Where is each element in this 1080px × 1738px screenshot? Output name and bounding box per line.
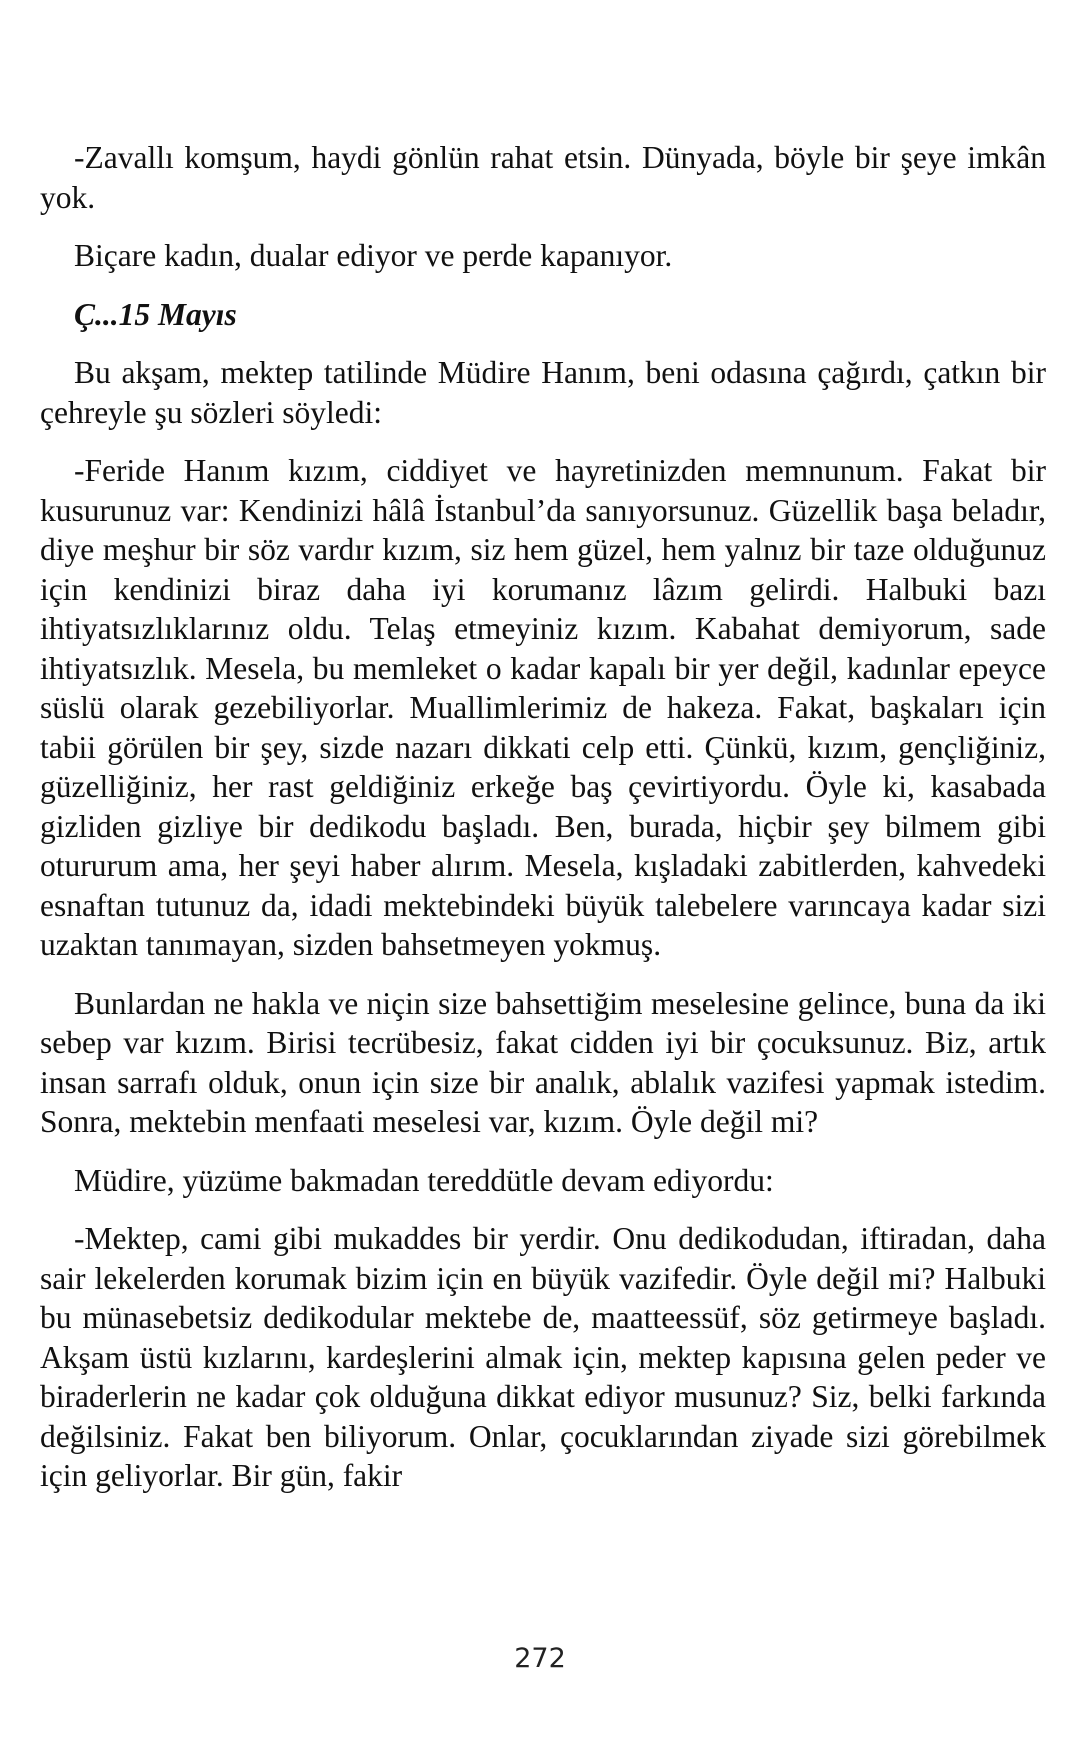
book-page-text: [40, 138, 1046, 1515]
paragraph-dialogue-2: -Feride Hanım kızım, ciddiyet ve hayretinizden memnunum. Fakat bir kusurunuz var: Kendinizi hâlâ İstanbul’da sanıyorsunuz. Güzellik başa beladır, diye meşhur bir söz vardır kızım, siz hem güzel, hem yalnız bir taze olduğunuz için kendinizi biraz daha iyi korumanız lâzım gelirdi. Halbuki bazı ihtiyatsızlıklarınız oldu. Telaş etmeyiniz kızım. Kabahat demiyorum, sade ihtiyatsızlık. Mesela, bu memleket o kadar kapalı bir yer değil, kadınlar epeyce süslü olarak gezebiliyorlar. Muallimlerimiz de hakeza. Fakat, başkaları için tabii görülen bir şey, sizde nazarı dikkati celp etti. Çünkü, kızım, gençliğiniz, güzelliğiniz, her rast geldiğiniz erkeğe baş çevirtiyordu. Öyle ki, kasabada gizliden gizliye bir dedikodu başladı. Ben, burada, hiçbir şey bilmem gibi otururum ama, her şeyi haber alırım. Mesela, kışladaki zabitlerden, kahvedeki esnaftan tutunuz da, idadi mektebindeki büyük talebelere varıncaya kadar sizi uzaktan tanımayan, sizden bahsetmeyen yokmuş.: [40, 453, 1046, 962]
paragraph-dialogue-3: Bunlardan ne hakla ve niçin size bahsettiğim meselesine gelince, buna da iki sebep var kızım. Birisi tecrübesiz, fakat cidden iyi bir çocuksunuz. Biz, artık insan sarrafı olduk, onun için size bir analık, ablalık vazifesi yapmak istedim. Sonra, mektebin menfaati meselesi var, kızım. Öyle değil mi?: [40, 985, 1046, 1139]
paragraph-narration-1: Biçare kadın, dualar ediyor ve perde kapanıyor.: [74, 238, 673, 273]
diary-date-heading: Ç...15 Mayıs: [74, 296, 237, 332]
page-number: 272: [514, 1643, 566, 1674]
paragraph-dialogue-1: -Zavallı komşum, haydi gönlün rahat etsin. Dünyada, böyle bir şeye imkân yok.: [40, 140, 1046, 215]
paragraph-narration-3: Müdire, yüzüme bakmadan tereddütle devam ediyordu:: [74, 1162, 774, 1198]
paragraph-dialogue-4: -Mektep, cami gibi mukaddes bir yerdir. Onu dedikodudan, iftiradan, daha sair lekelerden korumak bizim için en büyük vazifedir. Öyle değil mi? Halbuki bu münasebetsiz dedikodular mektebe de, maatteessüf, söz getirmeye başladı. Akşam üstü kızlarını, kardeşlerini almak için, mektep kapısına gelen peder ve biraderlerin ne kadar çok olduğuna dikkat ediyor musunuz? Siz, belki farkında değilsiniz. Fakat ben biliyorum. Onlar, çocuklarından ziyade sizi görebilmek için geliyorlar. Bir gün, fakir: [40, 1221, 1046, 1493]
paragraph-narration-2: Bu akşam, mektep tatilinde Müdire Hanım, beni odasına çağırdı, çatkın bir çehreyle şu sözleri söyledi:: [40, 355, 1046, 430]
